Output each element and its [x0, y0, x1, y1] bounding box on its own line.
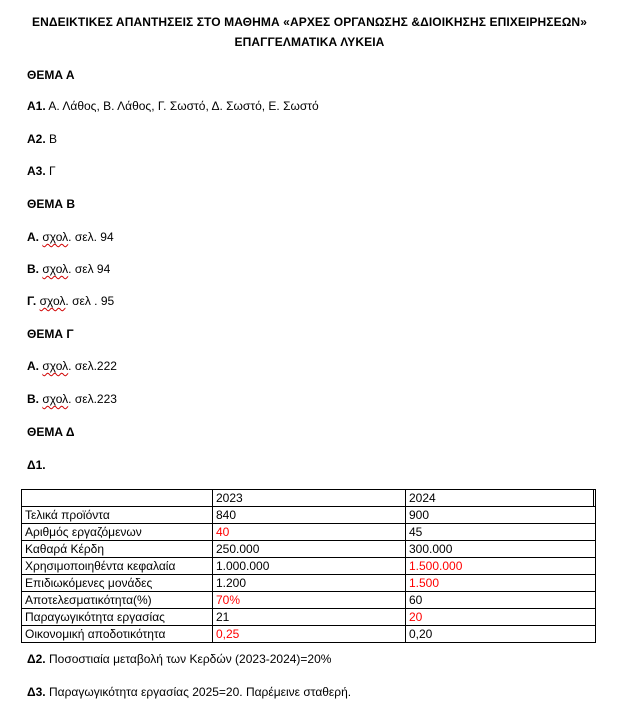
- table-row: [22, 609, 596, 626]
- table-cell-2024: 20: [406, 609, 596, 626]
- table-row-label: Αριθμός εργαζόμενων: [22, 524, 213, 541]
- answer-d1-label: Δ1.: [27, 458, 46, 472]
- answer-a1-text: Α. Λάθος, Β. Λάθος, Γ. Σωστό, Δ. Σωστό, Ε. Σωστό: [45, 99, 319, 113]
- answer-b-c: [27, 294, 114, 308]
- answer-a2-label: Α2.: [27, 132, 46, 146]
- table-row: [22, 575, 596, 592]
- table-header-cell: 2023: [213, 490, 406, 507]
- table-cell-2023: 250.000: [213, 541, 406, 558]
- answer-d2-text: Ποσοστιαία μεταβολή των Κερδών (2023-2024)=20%: [45, 652, 332, 666]
- table-cell-2023: 21: [213, 609, 406, 626]
- answer-d3: [27, 685, 351, 699]
- table-cell-2023: 1.200: [213, 575, 406, 592]
- document-subtitle: ΕΠΑΓΓΕΛΜΑΤΙΚΑ ΛΥΚΕΙΑ: [234, 35, 385, 49]
- answer-a1-label: Α1.: [27, 99, 46, 113]
- answer-b-b-text: . σελ 94: [68, 262, 111, 276]
- table-header-cell: 2024: [406, 490, 596, 507]
- table-cell-2024: 300.000: [406, 541, 596, 558]
- answer-a3-text: Γ: [45, 164, 56, 178]
- answer-b-b: [27, 262, 110, 276]
- table-cell-2023: 840: [213, 507, 406, 524]
- answer-c-b-label: Β.: [27, 392, 39, 406]
- table-header-row: [22, 490, 596, 507]
- answer-d3-label: Δ3.: [27, 685, 46, 699]
- table-row: [22, 558, 596, 575]
- answer-c-a-label: Α.: [27, 359, 39, 373]
- table-row: [22, 541, 596, 558]
- answer-c-a-text: . σελ.222: [68, 359, 117, 373]
- answer-d2-label: Δ2.: [27, 652, 46, 666]
- answer-a3: [27, 164, 56, 178]
- table-cell-2024: 1.500: [406, 575, 596, 592]
- table-row-label: Τελικά προϊόντα: [22, 507, 213, 524]
- table-cell-2023: 40: [213, 524, 406, 541]
- answer-c-a: [27, 359, 117, 373]
- answer-a3-label: Α3.: [27, 164, 46, 178]
- text-cursor: [593, 490, 594, 506]
- table-cell-2024: 0,20: [406, 626, 596, 643]
- answer-b-a-text: . σελ. 94: [68, 230, 114, 244]
- answer-b-b-sx: σχολ: [42, 262, 69, 276]
- answer-c-b-text: . σελ.223: [68, 392, 117, 406]
- table-row: [22, 626, 596, 643]
- theme-d-heading: ΘΕΜΑ Δ: [27, 425, 75, 439]
- table-cell-2024: 900: [406, 507, 596, 524]
- table-row-label: Χρησιμοποιηθέντα κεφαλαία: [22, 558, 213, 575]
- table-row: [22, 507, 596, 524]
- table-row: [22, 592, 596, 609]
- answer-b-a: [27, 230, 114, 244]
- table-row-label: Παραγωγικότητα εργασίας: [22, 609, 213, 626]
- answer-a1: [27, 99, 319, 113]
- answer-b-b-label: Β.: [27, 262, 39, 276]
- answer-a2-text: Β: [45, 132, 58, 146]
- answer-b-a-label: Α.: [27, 230, 39, 244]
- table-row-label: Οικονομική αποδοτικότητα: [22, 626, 213, 643]
- document-title: ΕΝΔΕΙΚΤΙΚΕΣ ΑΠΑΝΤΗΣΕΙΣ ΣΤΟ ΜΑΘΗΜΑ «ΑΡΧΕΣ ΟΡΓΑΝΩΣΗΣ &ΔΙΟΙΚΗΣΗΣ ΕΠΙΧΕΙΡΗΣΕΩΝ»: [32, 15, 587, 29]
- table-row: [22, 524, 596, 541]
- answer-d2: [27, 652, 331, 666]
- theme-b-heading: ΘΕΜΑ Β: [27, 197, 75, 211]
- answer-c-a-sx: σχολ: [42, 359, 69, 373]
- table-cell-2024: 45: [406, 524, 596, 541]
- table-row-label: Καθαρά Κέρδη: [22, 541, 213, 558]
- answer-b-c-text: . σελ . 95: [65, 294, 115, 308]
- answer-b-c-sx: σχολ: [39, 294, 66, 308]
- answer-b-a-sx: σχολ: [42, 230, 69, 244]
- table-cell-2023: 1.000.000: [213, 558, 406, 575]
- answer-b-c-label: Γ.: [27, 294, 37, 308]
- table-cell-2024: 1.500.000: [406, 558, 596, 575]
- answer-d3-text: Παραγωγικότητα εργασίας 2025=20. Παρέμεινε σταθερή.: [45, 685, 352, 699]
- table-cell-2023: 0,25: [213, 626, 406, 643]
- table-cell-2024: 60: [406, 592, 596, 609]
- answer-a2: [27, 132, 57, 146]
- table-row-label: Αποτελεσματικότητα(%): [22, 592, 213, 609]
- table-row-label: Επιδιωκόμενες μονάδες: [22, 575, 213, 592]
- answer-c-b: [27, 392, 117, 406]
- theme-a-heading: ΘΕΜΑ Α: [27, 68, 75, 82]
- results-table: [21, 489, 596, 643]
- table-header-cell: [22, 490, 213, 507]
- table-cell-2023: 70%: [213, 592, 406, 609]
- answer-c-b-sx: σχολ: [42, 392, 69, 406]
- theme-c-heading: ΘΕΜΑ Γ: [27, 327, 74, 341]
